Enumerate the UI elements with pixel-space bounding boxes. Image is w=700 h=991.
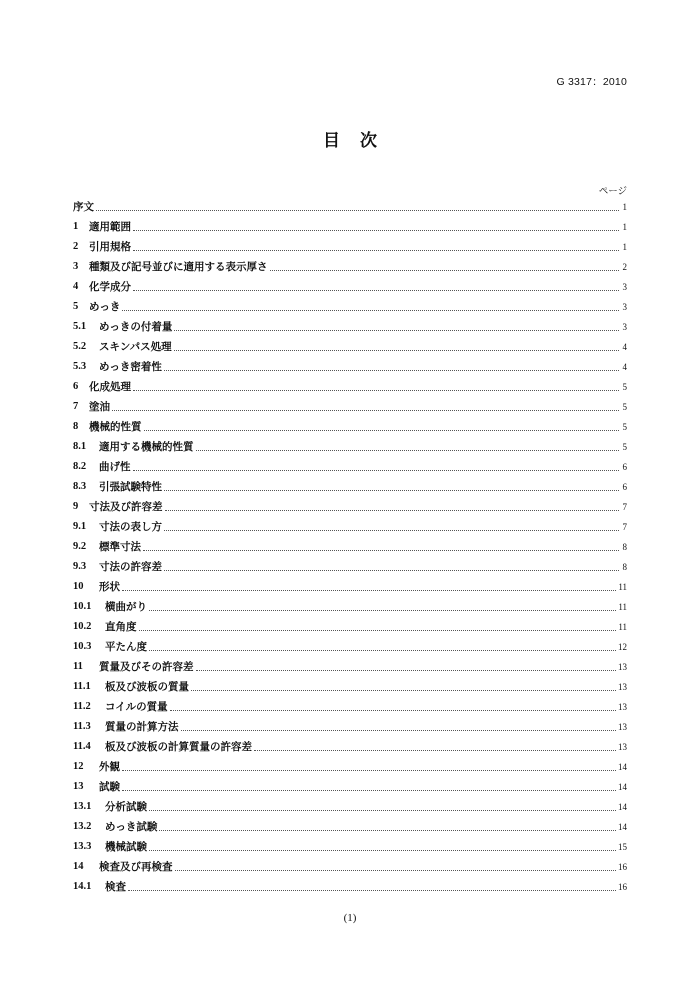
- toc-entry-page-number: 14: [618, 822, 627, 832]
- toc-entry-title: 質量の計算方法: [105, 721, 179, 733]
- toc-entry[interactable]: [73, 457, 627, 477]
- toc-dot-leader: [133, 230, 619, 231]
- toc-entry-title: 種類及び記号並びに適用する表示厚さ: [89, 261, 268, 273]
- toc-entry-page-number: 1: [622, 222, 627, 232]
- toc-entry[interactable]: [73, 217, 627, 237]
- toc-entry[interactable]: [73, 257, 627, 277]
- toc-entry-page-number: 16: [618, 882, 627, 892]
- toc-entry-title: 寸法の許容差: [99, 561, 162, 573]
- toc-dot-leader: [122, 590, 616, 591]
- toc-dot-leader: [96, 210, 619, 211]
- toc-entry-title: 板及び波板の質量: [105, 681, 189, 693]
- toc-entry-number: 9.3: [73, 561, 87, 572]
- toc-entry[interactable]: [73, 837, 627, 857]
- toc-entry-title: 平たん度: [105, 641, 147, 653]
- toc-entry-page-number: 7: [622, 522, 627, 532]
- toc-entry[interactable]: [73, 597, 627, 617]
- toc-entry-page-number: 13: [618, 682, 627, 692]
- toc-entry-page-number: 8: [622, 562, 627, 572]
- toc-entry-title: 適用する機械的性質: [99, 441, 194, 453]
- toc-entry[interactable]: [73, 617, 627, 637]
- toc-dot-leader: [164, 530, 619, 531]
- toc-entry[interactable]: [73, 817, 627, 837]
- toc-entry[interactable]: [73, 577, 627, 597]
- toc-dot-leader: [149, 610, 616, 611]
- toc-entry[interactable]: [73, 737, 627, 757]
- toc-entry-page-number: 11: [618, 582, 627, 592]
- toc-entry[interactable]: [73, 477, 627, 497]
- toc-entry-title: 試験: [99, 781, 120, 793]
- toc-entry-title: 分析試験: [105, 801, 147, 813]
- toc-entry[interactable]: [73, 857, 627, 877]
- toc-dot-leader: [133, 250, 619, 251]
- toc-entry-title: めっき: [89, 301, 121, 313]
- toc-entry[interactable]: [73, 397, 627, 417]
- toc-entry-title: 検査及び再検査: [99, 861, 173, 873]
- toc-dot-leader: [174, 330, 619, 331]
- toc-entry-page-number: 4: [622, 342, 627, 352]
- toc-entry-number: 7: [73, 401, 79, 412]
- toc-entry-number: 5.3: [73, 361, 87, 372]
- toc-entry-number: 10: [73, 581, 84, 592]
- toc-entry[interactable]: [73, 557, 627, 577]
- toc-entry-number: 11.3: [73, 721, 91, 732]
- document-code: G 3317：2010: [556, 76, 627, 88]
- toc-dot-leader: [191, 690, 616, 691]
- toc-dot-leader: [254, 750, 616, 751]
- toc-entry-page-number: 14: [618, 782, 627, 792]
- toc-entry-title: 直角度: [105, 621, 137, 633]
- toc-entry-number: 5: [73, 301, 79, 312]
- toc-dot-leader: [133, 290, 619, 291]
- toc-entry[interactable]: [73, 537, 627, 557]
- toc-entry-title: スキンパス処理: [99, 341, 172, 353]
- toc-entry-page-number: 13: [618, 742, 627, 752]
- toc-entry[interactable]: [73, 237, 627, 257]
- toc-dot-leader: [181, 730, 617, 731]
- toc-entry-page-number: 7: [622, 502, 627, 512]
- toc-entry-title: めっき試験: [105, 821, 158, 833]
- toc-entry-title: 寸法の表し方: [99, 521, 162, 533]
- toc-entry-page-number: 13: [618, 662, 627, 672]
- toc-entry-page-number: 16: [618, 862, 627, 872]
- toc-entry[interactable]: [73, 877, 627, 897]
- toc-dot-leader: [270, 270, 620, 271]
- toc-entry-page-number: 11: [618, 622, 627, 632]
- toc-entry-number: 8.1: [73, 441, 87, 452]
- toc-entry-title: 外観: [99, 761, 120, 773]
- toc-dot-leader: [175, 870, 617, 871]
- toc-entry[interactable]: [73, 197, 627, 217]
- toc-dot-leader: [165, 510, 620, 511]
- toc-entry-page-number: 14: [618, 762, 627, 772]
- toc-dot-leader: [149, 850, 616, 851]
- toc-dot-leader: [143, 550, 619, 551]
- toc-entry[interactable]: [73, 497, 627, 517]
- table-of-contents: [73, 197, 627, 897]
- toc-dot-leader: [164, 370, 619, 371]
- toc-entry-title: 適用範囲: [89, 221, 131, 233]
- toc-entry-page-number: 13: [618, 722, 627, 732]
- toc-entry-number: 12: [73, 761, 84, 772]
- toc-entry[interactable]: [73, 417, 627, 437]
- toc-entry-title: 機械的性質: [89, 421, 142, 433]
- toc-dot-leader: [139, 630, 617, 631]
- toc-entry-number: 10.3: [73, 641, 92, 652]
- toc-dot-leader: [128, 890, 616, 891]
- toc-entry-number: 14: [73, 861, 84, 872]
- page-folio: (1): [343, 912, 357, 924]
- toc-entry-number: 8.2: [73, 461, 87, 472]
- toc-entry-number: 11.4: [73, 741, 91, 752]
- toc-entry-page-number: 3: [622, 302, 627, 312]
- toc-dot-leader: [170, 710, 616, 711]
- toc-entry-title: 引張試験特性: [99, 481, 162, 493]
- toc-entry-number: 10.2: [73, 621, 92, 632]
- toc-entry-page-number: 4: [622, 362, 627, 372]
- toc-entry[interactable]: [73, 757, 627, 777]
- toc-entry[interactable]: [73, 377, 627, 397]
- toc-entry-number: 10.1: [73, 601, 92, 612]
- toc-entry-number: 14.1: [73, 881, 92, 892]
- toc-entry-page-number: 2: [622, 262, 627, 272]
- toc-entry-number: 11: [73, 661, 83, 672]
- toc-entry-title: めっきの付着量: [99, 321, 173, 333]
- toc-entry-title: 標準寸法: [99, 541, 141, 553]
- toc-entry[interactable]: [73, 777, 627, 797]
- toc-entry-number: 13.2: [73, 821, 92, 832]
- toc-entry-page-number: 3: [622, 282, 627, 292]
- toc-entry-page-number: 5: [622, 422, 627, 432]
- toc-entry-number: 11.1: [73, 681, 91, 692]
- toc-entry-title: 寸法及び許容差: [89, 501, 163, 513]
- toc-entry-number: 2: [73, 241, 79, 252]
- toc-entry-page-number: 5: [622, 442, 627, 452]
- toc-entry-title: コイルの質量: [105, 701, 168, 713]
- toc-entry-title: 板及び波板の計算質量の許容差: [105, 741, 252, 753]
- toc-entry-page-number: 11: [618, 602, 627, 612]
- toc-dot-leader: [133, 470, 620, 471]
- toc-entry-number: 13: [73, 781, 84, 792]
- toc-entry-number: 6: [73, 381, 79, 392]
- toc-entry[interactable]: [73, 517, 627, 537]
- toc-entry-title: 化学成分: [89, 281, 131, 293]
- toc-dot-leader: [133, 390, 619, 391]
- toc-entry-page-number: 6: [622, 482, 627, 492]
- page-column-label: ページ: [598, 186, 627, 197]
- toc-entry-number: 9: [73, 501, 79, 512]
- toc-dot-leader: [122, 310, 619, 311]
- toc-entry-page-number: 12: [618, 642, 627, 652]
- toc-entry-number: 8: [73, 421, 79, 432]
- toc-entry-title: 機械試験: [105, 841, 147, 853]
- toc-entry-page-number: 5: [622, 402, 627, 412]
- toc-entry-number: 3: [73, 261, 79, 272]
- toc-entry-number: 8.3: [73, 481, 87, 492]
- toc-entry-number: 4: [73, 281, 79, 292]
- toc-entry-title: 引用規格: [89, 241, 131, 253]
- toc-dot-leader: [122, 790, 616, 791]
- toc-dot-leader: [164, 570, 619, 571]
- toc-dot-leader: [144, 430, 620, 431]
- toc-entry[interactable]: [73, 297, 627, 317]
- toc-entry-number: 9.1: [73, 521, 87, 532]
- toc-entry[interactable]: [73, 717, 627, 737]
- toc-entry-page-number: 1: [622, 202, 627, 212]
- toc-dot-leader: [112, 410, 619, 411]
- toc-entry[interactable]: [73, 317, 627, 337]
- toc-entry[interactable]: [73, 357, 627, 377]
- toc-entry-number: 13.3: [73, 841, 92, 852]
- toc-dot-leader: [196, 670, 617, 671]
- toc-dot-leader: [159, 830, 616, 831]
- toc-entry-page-number: 6: [622, 462, 627, 472]
- toc-dot-leader: [122, 770, 616, 771]
- toc-entry[interactable]: [73, 797, 627, 817]
- toc-entry-title: めっき密着性: [99, 361, 162, 373]
- toc-entry-title: 横曲がり: [105, 601, 147, 613]
- toc-entry-page-number: 14: [618, 802, 627, 812]
- toc-entry-number: 9.2: [73, 541, 87, 552]
- toc-dot-leader: [149, 810, 616, 811]
- toc-entry-page-number: 13: [618, 702, 627, 712]
- toc-entry[interactable]: [73, 677, 627, 697]
- toc-entry-title: 検査: [105, 881, 126, 893]
- toc-entry-number: 5.2: [73, 341, 87, 352]
- toc-entry-page-number: 1: [622, 242, 627, 252]
- toc-entry-page-number: 15: [618, 842, 627, 852]
- toc-entry[interactable]: [73, 697, 627, 717]
- toc-entry[interactable]: [73, 337, 627, 357]
- toc-entry[interactable]: [73, 637, 627, 657]
- toc-entry[interactable]: [73, 437, 627, 457]
- toc-entry-number: 1: [73, 221, 79, 232]
- toc-entry-number: 5.1: [73, 321, 87, 332]
- toc-entry-page-number: 3: [622, 322, 627, 332]
- toc-entry-page-number: 5: [622, 382, 627, 392]
- toc-entry-title: 質量及びその許容差: [99, 661, 194, 673]
- toc-entry-title: 化成処理: [89, 381, 131, 393]
- toc-dot-leader: [196, 450, 620, 451]
- toc-entry-number: 11.2: [73, 701, 91, 712]
- toc-dot-leader: [164, 490, 619, 491]
- toc-entry-title: 形状: [99, 581, 120, 593]
- toc-entry-title: 序文: [73, 201, 94, 213]
- toc-entry-title: 曲げ性: [99, 461, 131, 473]
- toc-dot-leader: [174, 350, 619, 351]
- toc-dot-leader: [149, 650, 616, 651]
- toc-entry-number: 13.1: [73, 801, 92, 812]
- toc-entry[interactable]: [73, 277, 627, 297]
- toc-entry-page-number: 8: [622, 542, 627, 552]
- page-title: 目次: [323, 131, 397, 151]
- toc-entry-title: 塗油: [89, 401, 110, 413]
- toc-entry[interactable]: [73, 657, 627, 677]
